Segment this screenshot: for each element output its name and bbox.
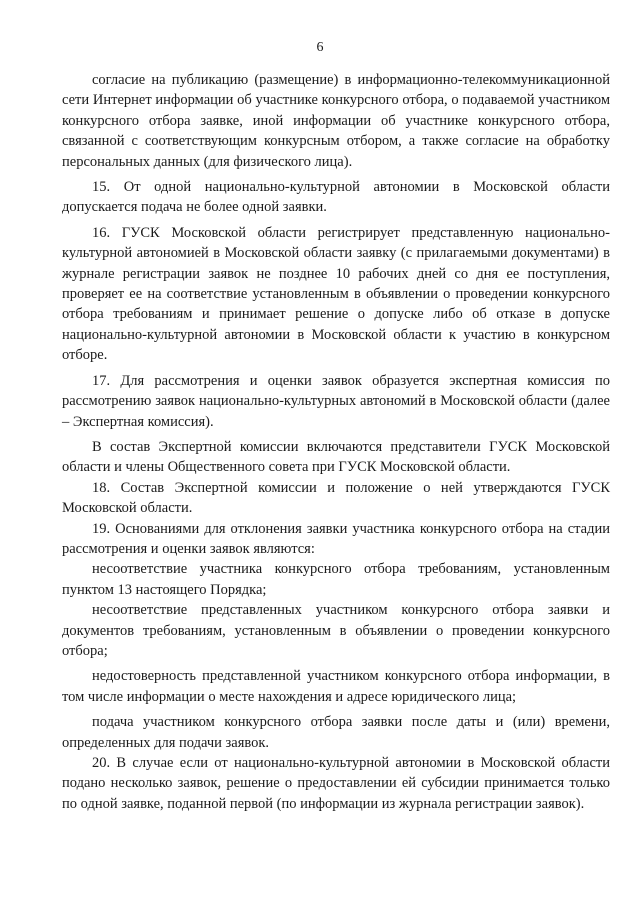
paragraph-consent: согласие на публикацию (размещение) в информационно-телекоммуникационной сети Интернет информации об участнике конкурсного отбора, о подаваемой участником конкурсного отбора заявке, иной информации об участнике конкурсного отбора, связанной с соответствующим конкурсным отбором, а также согласие на обработку персональных данных (для физического лица). [62,72,610,170]
paragraph-19-item-2: несоответствие представленных участником конкурсного отбора заявки и документов требованиям, установленным в объявлении о проведении конкурсного отбора; [62,602,610,659]
paragraph-19-item-4: подача участником конкурсного отбора заявки после даты и (или) времени, определенных для подачи заявок. [62,714,610,751]
paragraph-17: 17. Для рассмотрения и оценки заявок образуется экспертная комиссия по рассмотрению заявок национально-культурных автономий в Московской области (далее – Экспертная комиссия). [62,372,610,430]
paragraph-19-item-3: недостоверность представленной участником конкурсного отбора информации, в том числе информации о месте нахождения и адресе юридического лица; [62,668,610,705]
paragraph-20: 20. В случае если от национально-культурной автономии в Московской области подано несколько заявок, решение о предоставлении ей субсидии принимается только по одной заявке, поданной первой (по информации из журнала регистрации заявок). [62,755,610,812]
paragraph-18: 18. Состав Экспертной комиссии и положение о ней утверждаются ГУСК Московской области. [62,479,610,517]
paragraph-16: 16. ГУСК Московской области регистрирует представленную национально-культурной автономией в Московской области заявку (с прилагаемыми документами) в журнале регистрации заявок не позднее 10 рабочих дней со дня ее поступления, проверяет ее на соответствие установленным в объявлении о проведении конкурсного отбора требованиям и принимает решение о допуске либо об отказе в допуске национально-культурной автономии в Московской области к участию в конкурсном отборе. [62,224,610,364]
paragraph-19-item-1: несоответствие участника конкурсного отбора требованиям, установленным пунктом 13 настоящего Порядка; [62,561,610,598]
page-number: 6 [316,40,324,55]
paragraph-commission-composition: В состав Экспертной комиссии включаются представители ГУСК Московской области и члены Общественного совета при ГУСК Московской области. [62,438,610,476]
paragraph-15: 15. От одной национально-культурной автономии в Московской области допускается подача не более одной заявки. [62,179,610,216]
paragraph-19: 19. Основаниями для отклонения заявки участника конкурсного отбора на стадии рассмотрения и оценки заявок являются: [62,520,610,557]
document-body [62,70,610,814]
